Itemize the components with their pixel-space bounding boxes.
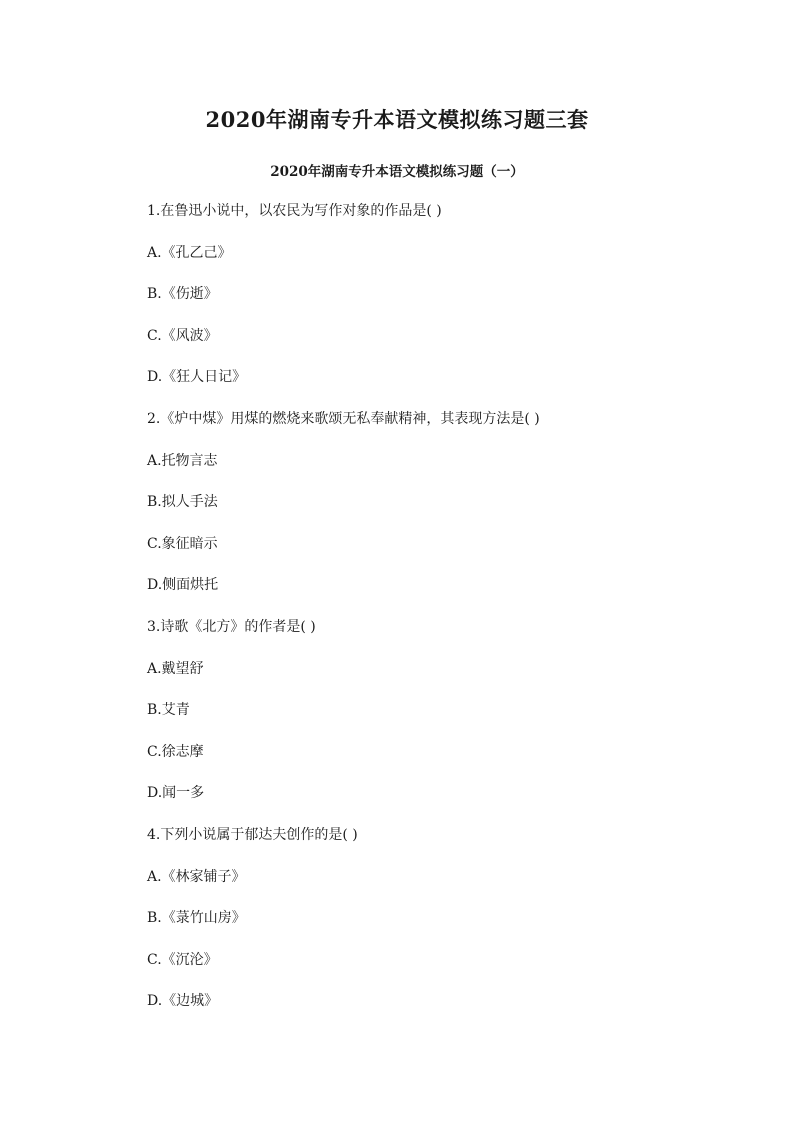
option-a: A.托物言志 [147,452,218,469]
option-d: D.《狂人日记》 [147,369,247,386]
option-b: B.《伤逝》 [147,286,218,303]
question-4 [147,826,707,1034]
option-d: D.侧面烘托 [147,577,219,594]
document-title: 2020年湖南专升本语文模拟练习题三套 [205,107,589,132]
option-a: A.《林家铺子》 [147,868,246,885]
option-d: D.《边城》 [147,993,219,1010]
question-stem: 3.诗歌《北方》的作者是( ) [147,618,316,635]
option-c: C.象征暗示 [147,535,218,552]
question-1 [147,202,707,410]
option-c: C.《风波》 [147,327,218,344]
question-stem: 2.《炉中煤》用煤的燃烧来歌颂无私奉献精神，其表现方法是( ) [147,410,540,427]
option-b: B.《菉竹山房》 [147,910,246,927]
option-a: A.戴望舒 [147,660,204,677]
option-c: C.徐志摩 [147,743,204,760]
option-c: C.《沉沦》 [147,951,218,968]
option-a: A.《孔乙己》 [147,244,232,261]
question-stem: 4.下列小说属于郁达夫创作的是( ) [147,826,358,843]
question-list [147,202,707,1034]
option-b: B.拟人手法 [147,494,218,511]
question-3 [147,618,707,826]
document-subtitle: 2020年湖南专升本语文模拟练习题（一） [270,164,524,180]
option-d: D.闻一多 [147,785,205,802]
question-2 [147,410,707,618]
question-stem: 1.在鲁迅小说中，以农民为写作对象的作品是( ) [147,203,442,219]
option-b: B.艾青 [147,702,190,719]
